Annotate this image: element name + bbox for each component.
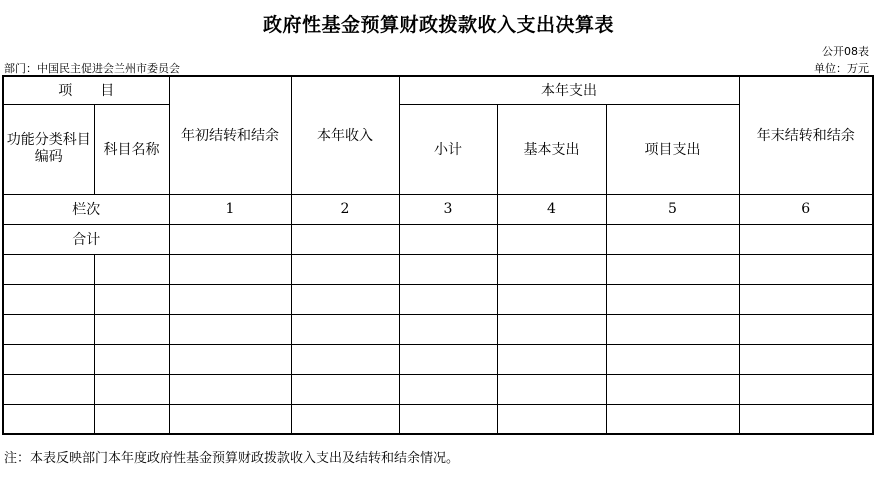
budget-table bbox=[2, 75, 874, 435]
header-basic[interactable]: 基本支出 bbox=[497, 104, 606, 194]
table-cell[interactable] bbox=[291, 404, 399, 434]
form-number: 公开08表 bbox=[822, 45, 869, 58]
table-cell[interactable] bbox=[739, 374, 873, 404]
table-row bbox=[3, 404, 873, 434]
total-cell[interactable] bbox=[606, 224, 739, 254]
table-row bbox=[3, 374, 873, 404]
table-cell[interactable] bbox=[3, 344, 94, 374]
table-cell[interactable] bbox=[739, 344, 873, 374]
total-cell[interactable] bbox=[739, 224, 873, 254]
table-cell[interactable] bbox=[739, 254, 873, 284]
header-item[interactable]: 项 目 bbox=[3, 76, 169, 104]
column-index-1[interactable]: 1 bbox=[169, 194, 291, 224]
table-cell[interactable] bbox=[169, 344, 291, 374]
table-cell[interactable] bbox=[606, 284, 739, 314]
table-cell[interactable] bbox=[3, 284, 94, 314]
table-cell[interactable] bbox=[399, 344, 497, 374]
table-cell[interactable] bbox=[497, 284, 606, 314]
footnote: 注：本表反映部门本年度政府性基金预算财政拨款收入支出及结转和结余情况。 bbox=[4, 451, 460, 466]
table-cell[interactable] bbox=[606, 374, 739, 404]
table-cell[interactable] bbox=[497, 374, 606, 404]
table-cell[interactable] bbox=[497, 254, 606, 284]
table-cell[interactable] bbox=[169, 284, 291, 314]
table-cell[interactable] bbox=[291, 314, 399, 344]
column-index-2[interactable]: 2 bbox=[291, 194, 399, 224]
column-index-6[interactable]: 6 bbox=[739, 194, 873, 224]
row-label-total[interactable]: 合计 bbox=[3, 224, 169, 254]
table-cell[interactable] bbox=[94, 404, 169, 434]
table-cell[interactable] bbox=[606, 344, 739, 374]
table-cell[interactable] bbox=[94, 374, 169, 404]
total-cell[interactable] bbox=[291, 224, 399, 254]
table-cell[interactable] bbox=[291, 284, 399, 314]
header-subject-name[interactable]: 科目名称 bbox=[94, 104, 169, 194]
table-cell[interactable] bbox=[169, 404, 291, 434]
unit-label: 单位：万元 bbox=[814, 62, 869, 75]
header-end-balance[interactable]: 年末结转和结余 bbox=[739, 76, 873, 194]
table-cell[interactable] bbox=[739, 284, 873, 314]
total-cell[interactable] bbox=[169, 224, 291, 254]
table-cell[interactable] bbox=[399, 314, 497, 344]
header-expense[interactable]: 本年支出 bbox=[399, 76, 739, 104]
header-subtotal[interactable]: 小计 bbox=[399, 104, 497, 194]
table-cell[interactable] bbox=[739, 314, 873, 344]
table-cell[interactable] bbox=[497, 314, 606, 344]
table-cell[interactable] bbox=[3, 404, 94, 434]
table-cell[interactable] bbox=[739, 404, 873, 434]
row-label-column-index[interactable]: 栏次 bbox=[3, 194, 169, 224]
table-cell[interactable] bbox=[399, 284, 497, 314]
table-cell[interactable] bbox=[3, 254, 94, 284]
table-cell[interactable] bbox=[169, 314, 291, 344]
table-cell[interactable] bbox=[94, 314, 169, 344]
table-cell[interactable] bbox=[497, 404, 606, 434]
table-cell[interactable] bbox=[399, 374, 497, 404]
table-cell[interactable] bbox=[606, 254, 739, 284]
table-cell[interactable] bbox=[94, 344, 169, 374]
total-cell[interactable] bbox=[497, 224, 606, 254]
header-income[interactable]: 本年收入 bbox=[291, 76, 399, 194]
table-cell[interactable] bbox=[3, 314, 94, 344]
table-cell[interactable] bbox=[169, 254, 291, 284]
table-cell[interactable] bbox=[291, 344, 399, 374]
column-index-4[interactable]: 4 bbox=[497, 194, 606, 224]
table-cell[interactable] bbox=[606, 314, 739, 344]
table-row bbox=[3, 254, 873, 284]
department-label: 部门：中国民主促进会兰州市委员会 bbox=[4, 62, 180, 75]
column-index-5[interactable]: 5 bbox=[606, 194, 739, 224]
table-row bbox=[3, 284, 873, 314]
header-func-code[interactable]: 功能分类科目编码 bbox=[3, 104, 94, 194]
table-cell[interactable] bbox=[606, 404, 739, 434]
table-cell[interactable] bbox=[3, 374, 94, 404]
total-cell[interactable] bbox=[399, 224, 497, 254]
header-begin-balance[interactable]: 年初结转和结余 bbox=[169, 76, 291, 194]
table-row bbox=[3, 344, 873, 374]
table-cell[interactable] bbox=[497, 344, 606, 374]
table-cell[interactable] bbox=[94, 254, 169, 284]
table-cell[interactable] bbox=[94, 284, 169, 314]
page-title: 政府性基金预算财政拨款收入支出决算表 bbox=[262, 14, 614, 36]
header-project[interactable]: 项目支出 bbox=[606, 104, 739, 194]
column-index-3[interactable]: 3 bbox=[399, 194, 497, 224]
table-cell[interactable] bbox=[169, 374, 291, 404]
table-cell[interactable] bbox=[399, 404, 497, 434]
table-cell[interactable] bbox=[291, 374, 399, 404]
table-cell[interactable] bbox=[291, 254, 399, 284]
table-row bbox=[3, 314, 873, 344]
table-cell[interactable] bbox=[399, 254, 497, 284]
